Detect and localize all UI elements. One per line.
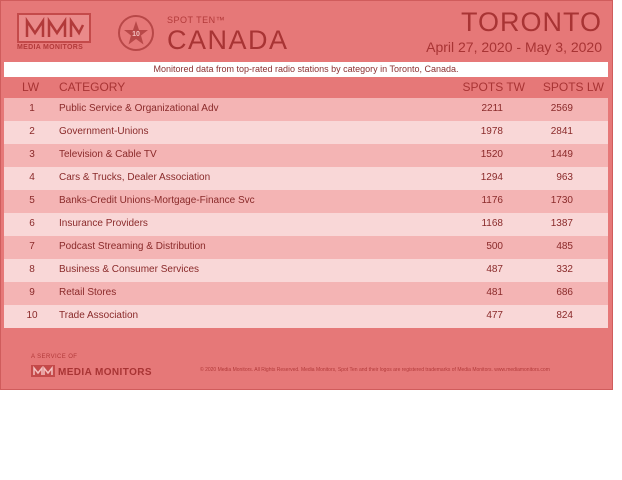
cell-spots-tw: 481 (486, 287, 503, 298)
cell-spots-lw: 1387 (550, 218, 573, 229)
city-title: TORONTO (460, 7, 602, 37)
cell-spots-tw: 487 (486, 264, 503, 275)
col-spots-lw: SPOTS LW (542, 80, 604, 94)
subtitle: Monitored data from top-rated radio stations by category in Toronto, Canada. (4, 62, 608, 77)
cell-lw: 7 (29, 241, 35, 252)
table-row (4, 121, 608, 144)
cell-spots-lw: 1730 (550, 195, 573, 206)
mm-logo-icon (25, 17, 85, 39)
footer-mm-logo-icon (31, 365, 55, 377)
cell-lw: 6 (29, 218, 35, 229)
cell-category: Insurance Providers (59, 218, 148, 229)
cell-spots-lw: 1449 (550, 149, 573, 160)
country-title: CANADA (167, 25, 289, 55)
footer-logo-text: MEDIA MONITORS (58, 367, 152, 378)
media-monitors-logo (17, 13, 91, 43)
cell-lw: 5 (29, 195, 35, 206)
cell-spots-lw: 2841 (550, 126, 573, 137)
cell-lw: 4 (29, 172, 35, 183)
table-body (4, 98, 608, 328)
cell-category: Business & Consumer Services (59, 264, 200, 275)
cell-category: Banks-Credit Unions-Mortgage-Finance Svc (59, 195, 255, 206)
cell-spots-tw: 500 (486, 241, 503, 252)
cell-category: Podcast Streaming & Distribution (59, 241, 206, 252)
star-number: 10 (132, 31, 140, 38)
cell-spots-tw: 477 (486, 310, 503, 321)
table-row (4, 236, 608, 259)
cell-spots-tw: 1294 (480, 172, 503, 183)
cell-category: Public Service & Organizational Adv (59, 103, 219, 114)
cell-category: Retail Stores (59, 287, 117, 298)
spot-ten-badge (118, 15, 154, 51)
cell-lw: 10 (26, 310, 38, 321)
col-category: CATEGORY (59, 80, 126, 94)
col-spots-tw: SPOTS TW (462, 80, 525, 94)
cell-spots-lw: 963 (556, 172, 573, 183)
table-row (4, 282, 608, 305)
cell-lw: 8 (29, 264, 35, 275)
table-row (4, 98, 608, 121)
cell-category: Trade Association (59, 310, 139, 321)
cell-lw: 1 (29, 103, 35, 114)
table-header (4, 77, 608, 98)
logo-text: MEDIA MONITORS (17, 44, 84, 51)
copyright: © 2020 Media Monitors. All Rights Reserved. Media Monitors, Spot Ten and their logos are registered trademarks of Media Monitors. www.mediamonitors.com (200, 367, 550, 373)
cell-spots-tw: 1978 (480, 126, 503, 137)
table-row (4, 167, 608, 190)
cell-spots-lw: 686 (556, 287, 573, 298)
table-row (4, 259, 608, 282)
table-row (4, 144, 608, 167)
table-row (4, 305, 608, 328)
table-row (4, 190, 608, 213)
cell-spots-tw: 1520 (480, 149, 503, 160)
service-label: A SERVICE OF (31, 354, 78, 360)
spot-ten-label: SPOT TEN™ (167, 15, 226, 25)
cell-lw: 9 (29, 287, 35, 298)
cell-spots-tw: 2211 (481, 103, 503, 114)
cell-category: Television & Cable TV (59, 149, 157, 160)
cell-spots-lw: 332 (556, 264, 573, 275)
cell-category: Cars & Trucks, Dealer Association (59, 172, 211, 183)
date-range: April 27, 2020 - May 3, 2020 (426, 39, 602, 55)
star-icon (123, 20, 149, 46)
cell-lw: 2 (29, 126, 35, 137)
cell-lw: 3 (29, 149, 35, 160)
cell-spots-lw: 824 (556, 310, 573, 321)
cell-spots-tw: 1168 (481, 218, 503, 229)
cell-spots-tw: 1176 (481, 195, 503, 206)
col-lw: LW (22, 80, 40, 94)
cell-spots-lw: 2569 (550, 103, 573, 114)
table-row (4, 213, 608, 236)
cell-spots-lw: 485 (556, 241, 573, 252)
cell-category: Government-Unions (59, 126, 149, 137)
